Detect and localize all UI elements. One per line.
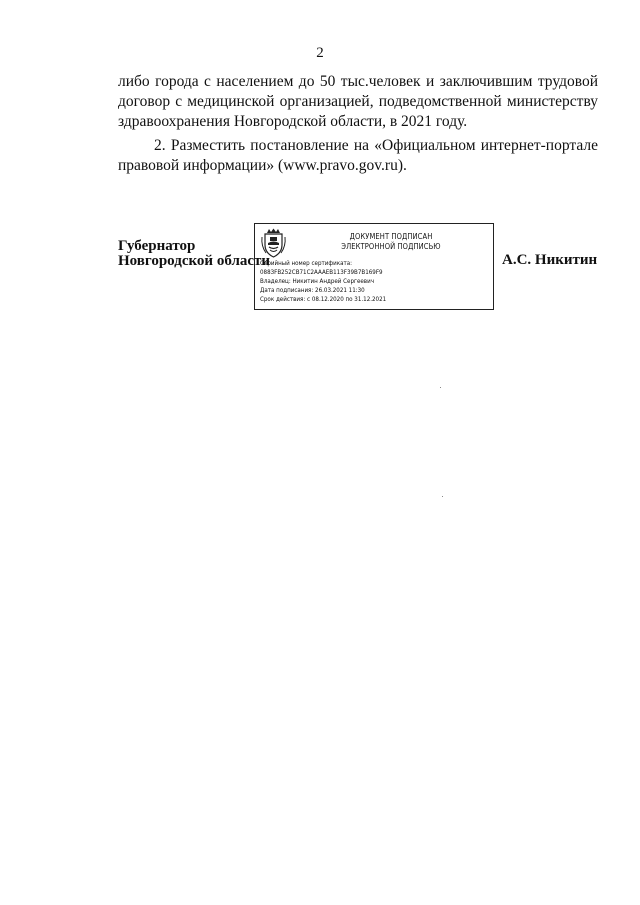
signer-title-line-2: Новгородской области (118, 253, 271, 269)
electronic-signature-stamp (254, 223, 494, 310)
page-number: 2 (316, 45, 324, 61)
signer-title (118, 239, 270, 269)
stamp-serial-value: 0883FB252CB71C2AAAEB113F39B7B169F9 (260, 269, 383, 276)
stamp-heading (291, 232, 491, 252)
stamp-heading-line-2: ЭЛЕКТРОННОЙ ПОДПИСЬЮ (341, 242, 441, 251)
stamp-serial-label: Серийный номер сертификата: (260, 260, 353, 267)
stamp-heading-line-1: ДОКУМЕНТ ПОДПИСАН (349, 232, 433, 241)
stamp-signed-date: Дата подписания: 26.03.2021 11:30 (260, 287, 365, 294)
signer-title-line-1: Губернатор (118, 238, 196, 254)
signer-name: А.С. Никитин (502, 252, 598, 268)
body-text (118, 72, 598, 176)
paragraph-continuation: либо города с населением до 50 тыс.человек и заключившим трудовой договор с медицинской организацией, подведомственной министерству здравоохранения Новгородской области, в 2021 году. (118, 73, 598, 130)
scan-speck (442, 496, 443, 497)
scan-speck (440, 387, 441, 388)
stamp-validity: Срок действия: с 08.12.2020 по 31.12.2021 (260, 296, 387, 303)
coat-of-arms-icon (260, 228, 287, 258)
paragraph-item-2: 2. Разместить постановление на «Официальном интернет-портале правовой информации» (www.pravo.gov.ru). (118, 137, 598, 174)
stamp-owner: Владелец: Никитин Андрей Сергеевич (260, 278, 374, 285)
stamp-details (260, 259, 386, 304)
